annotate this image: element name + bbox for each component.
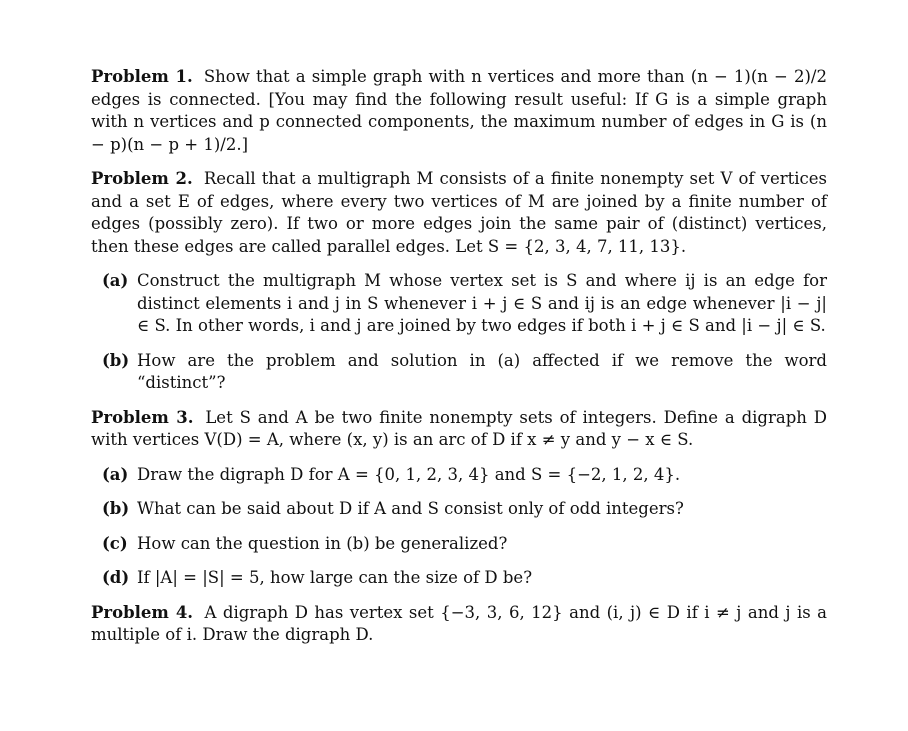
problem-2-part-a [91, 270, 827, 338]
part-label: (b) [102, 350, 130, 370]
part-label: (c) [102, 533, 128, 553]
problem-3-text: Let S and A be two finite nonempty sets of integers. Define a digraph D with vertices V(D) = A, where (x, y) is an arc of D if x ≠ y and y − x ∈ S. [91, 407, 827, 449]
problem-1 [91, 66, 827, 156]
problem-4-text: A digraph D has vertex set {−3, 3, 6, 12} and (i, j) ∈ D if i ≠ j and j is a multiple of i. Draw the digraph D. [91, 602, 827, 644]
part-text: What can be said about D if A and S consist only of odd integers? [137, 499, 684, 518]
part-label: (b) [102, 499, 130, 518]
problem-3-part-b [91, 498, 827, 521]
part-text: How are the problem and solution in (a) affected if we remove the word “distinct”? [137, 350, 827, 392]
part-text: How can the question in (b) be generalized? [137, 533, 508, 553]
part-label: (d) [102, 568, 130, 587]
problem-2-text: Recall that a multigraph M consists of a finite nonempty set V of vertices and a set E of edges, where every two vertices of M are joined by a finite number of edges (possibly zero). If two or more edges join the same pair of (distinct) vertices, then these edges are called parallel edges. Let S = {2, 3, 4, 7, 11, 13}. [91, 169, 827, 256]
problem-4-title: Problem 4. [91, 602, 194, 622]
part-text: Construct the multigraph M whose vertex set is S and where ij is an edge for distinct elements i and j in S whenever i + j ∈ S and ij is an edge whenever |i − j| ∈ S. In other words, i and j are joined by two edges if both i + j ∈ S and |i − j| ∈ S. [137, 271, 827, 335]
problem-4 [91, 602, 827, 647]
problem-2-part-b [91, 350, 827, 395]
problem-3-part-c [91, 533, 827, 556]
part-label: (a) [102, 271, 129, 290]
part-label: (a) [102, 464, 129, 484]
problem-3 [91, 407, 827, 452]
problem-1-text: Show that a simple graph with n vertices and more than (n − 1)(n − 2)/2 edges is connected. [You may find the following result useful: If G is a simple graph with n vertices and p connected components, the maximum number of edges in G is (n − p)(n − p + 1)/2.] [91, 67, 827, 154]
problem-3-part-a [91, 464, 827, 487]
part-text: Draw the digraph D for A = {0, 1, 2, 3, 4} and S = {−2, 1, 2, 4}. [137, 464, 681, 484]
problem-3-title: Problem 3. [91, 407, 194, 427]
part-text: If |A| = |S| = 5, how large can the size of D be? [137, 568, 533, 587]
problem-1-title: Problem 1. [91, 67, 193, 86]
problem-2-title: Problem 2. [91, 169, 193, 188]
problem-3-part-d [91, 567, 827, 590]
problem-sheet [91, 66, 827, 647]
problem-2 [91, 168, 827, 258]
